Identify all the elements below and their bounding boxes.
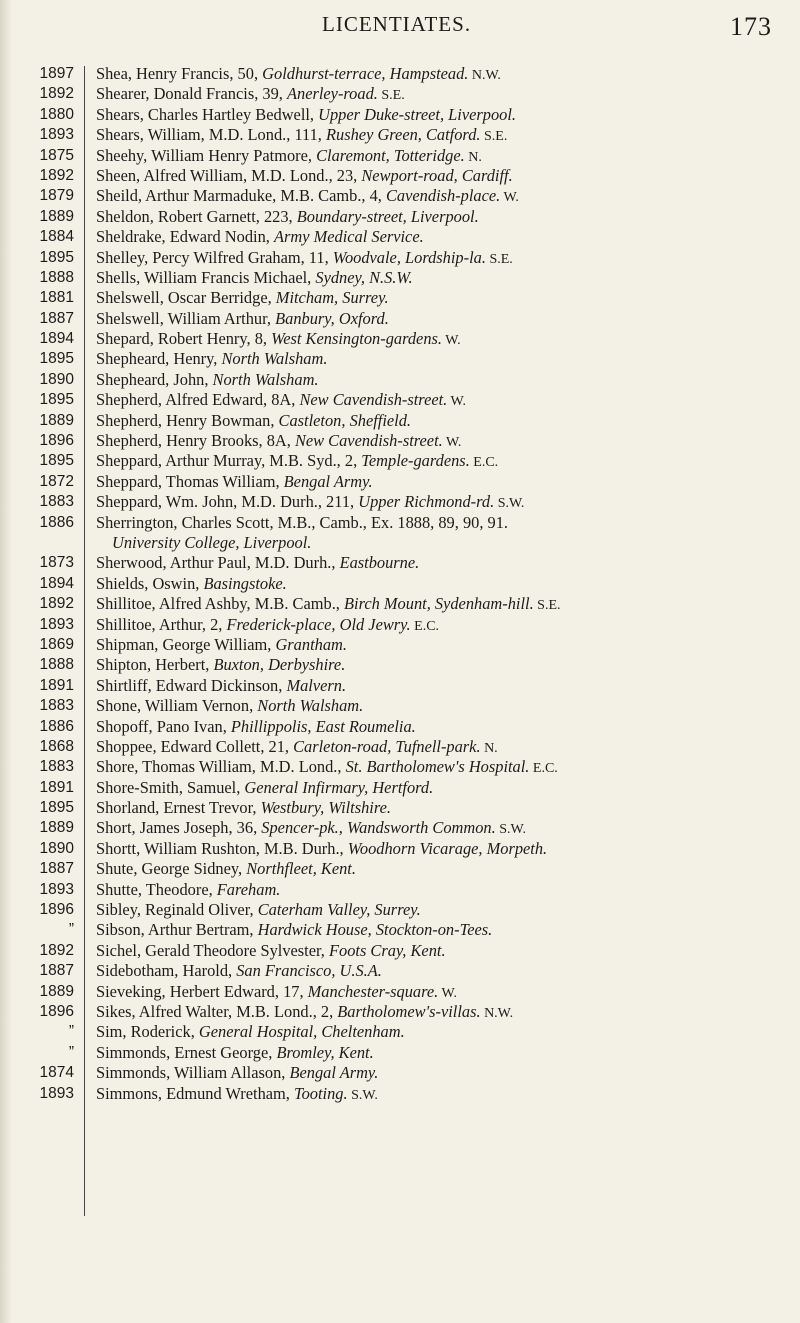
list-item <box>96 553 786 573</box>
entry-district: S.W. <box>347 1087 378 1103</box>
entry-name: Shillitoe, Alfred Ashby, M.B. Camb., <box>96 594 344 614</box>
entry-year: 1896 <box>39 432 74 450</box>
entry-address: Malvern. <box>286 675 347 695</box>
entry-name: Sherwood, Arthur Paul, M.D. Durh., <box>96 553 340 573</box>
licentiate-list <box>96 64 786 1104</box>
entry-district: N. <box>480 740 498 756</box>
entry-address: General Infirmary, Hertford. <box>244 777 434 797</box>
page-title: LICENTIATES. <box>322 12 472 36</box>
entry-name: Sheldrake, Edward Nodin, <box>96 227 274 247</box>
entry-year: 1892 <box>39 595 74 613</box>
entry-name: Sheild, Arthur Marmaduke, M.B. Camb., 4, <box>96 186 386 206</box>
entry-district: W. <box>447 394 466 410</box>
list-item <box>96 961 786 981</box>
entry-name: Shipman, George William, <box>96 634 276 654</box>
entry-address: General Hospital, Cheltenham. <box>198 1022 405 1042</box>
entry-year: 1896 <box>39 901 74 919</box>
list-item <box>96 982 786 1002</box>
entry-name: Simmonds, Ernest George, <box>96 1042 277 1062</box>
list-item <box>96 105 786 125</box>
entry-district: N.W. <box>480 1005 514 1021</box>
entry-year: 1889 <box>39 819 74 837</box>
list-item <box>96 1084 786 1104</box>
list-item <box>96 431 786 451</box>
list-item <box>96 818 786 838</box>
entry-address: Tooting. <box>294 1083 348 1103</box>
entry-address: Northfleet, Kent. <box>246 859 356 879</box>
entry-year: 1880 <box>39 105 74 123</box>
entry-year: 1893 <box>39 126 74 144</box>
entry-name: Shopoff, Pano Ivan, <box>96 716 231 736</box>
entry-name: Shepheard, Henry, <box>96 349 222 369</box>
entry-address: Hardwick House, Stockton-on-Tees. <box>257 920 493 940</box>
entry-year: 1895 <box>39 350 74 368</box>
list-item <box>96 84 786 104</box>
entry-name: Shutte, Theodore, <box>96 879 217 899</box>
entry-address: Buxton, Derbyshire. <box>213 655 346 675</box>
entry-year: 1893 <box>39 615 74 633</box>
entry-name: Sibley, Reginald Oliver, <box>96 900 258 920</box>
list-item <box>96 146 786 166</box>
entry-name: Shepherd, Henry Bowman, <box>96 410 279 430</box>
entry-address: Manchester-square. <box>307 981 439 1001</box>
list-item <box>96 920 786 940</box>
entry-year: 1892 <box>39 85 74 103</box>
list-item <box>96 390 786 410</box>
list-item <box>96 207 786 227</box>
entry-address: North Walsham. <box>221 349 328 369</box>
entry-address: Banbury, Oxford. <box>275 308 389 328</box>
entry-name: Shore, Thomas William, M.D. Lond., <box>96 757 346 777</box>
entry-address: Foots Cray, Kent. <box>329 940 446 960</box>
list-item <box>96 594 786 614</box>
list-item <box>96 451 786 471</box>
entry-district: W. <box>500 190 519 206</box>
entry-name: Shelley, Percy Wilfred Graham, 11, <box>96 247 333 267</box>
list-item <box>96 655 786 675</box>
entry-district: S.E. <box>377 88 405 104</box>
entry-address: New Cavendish-street. <box>294 431 443 451</box>
entry-district: S.E. <box>480 129 508 145</box>
entry-year: 1892 <box>39 941 74 959</box>
entry-name: Sidebotham, Harold, <box>96 961 237 981</box>
entry-year: 1875 <box>39 146 74 164</box>
list-item <box>96 1002 786 1022</box>
list-item <box>96 349 786 369</box>
entry-name: Sikes, Alfred Walter, M.B. Lond., 2, <box>96 1001 338 1021</box>
list-item <box>96 1063 786 1083</box>
entry-address: New Cavendish-street. <box>299 390 448 410</box>
entry-name: Shute, George Sidney, <box>96 859 247 879</box>
entry-name: Shields, Oswin, <box>96 573 204 593</box>
entry-address: Goldhurst-terrace, Hampstead. <box>262 64 469 83</box>
entry-address: Birch Mount, Sydenham-hill. <box>344 594 534 614</box>
entry-year-blank <box>0 533 78 553</box>
entry-name: Shearer, Donald Francis, 39, <box>96 84 287 104</box>
entry-year: 1895 <box>39 248 74 266</box>
entry-district: N. <box>464 149 482 165</box>
year-column <box>0 64 78 1104</box>
entry-address: Frederick-place, Old Jewry. <box>226 614 411 634</box>
list-item <box>96 1022 786 1042</box>
entry-address: Sydney, N.S.W. <box>315 267 413 287</box>
entry-year: 1887 <box>39 860 74 878</box>
list-item <box>96 227 786 247</box>
entry-year: 1879 <box>39 187 74 205</box>
entry-address: North Walsham. <box>212 369 319 389</box>
entry-name: Sheen, Alfred William, M.D. Lond., 23, <box>96 165 362 185</box>
entry-address: Woodvale, Lordship-la. <box>332 247 486 267</box>
entry-address: Bromley, Kent. <box>276 1042 374 1062</box>
entry-name: Shelswell, Oscar Berridge, <box>96 288 276 308</box>
entry-continuation <box>96 533 786 553</box>
entry-district: S.E. <box>485 251 513 267</box>
list-item <box>96 64 786 84</box>
entry-name: Shirtliff, Edward Dickinson, <box>96 675 287 695</box>
entry-year: 1893 <box>39 880 74 898</box>
entry-name: Sheldon, Robert Garnett, 223, <box>96 206 297 226</box>
entry-district: N.W. <box>468 68 501 83</box>
entry-year: 1868 <box>39 737 74 755</box>
entry-name: Shoppee, Edward Collett, 21, <box>96 736 294 756</box>
entry-district: S.W. <box>495 822 526 838</box>
entry-year: 1884 <box>39 228 74 246</box>
entry-name: Sheppard, Thomas William, <box>96 471 284 491</box>
entry-year: 1881 <box>39 289 74 307</box>
entry-year: 1893 <box>39 1084 74 1102</box>
entry-year: 1888 <box>39 656 74 674</box>
list-item <box>96 880 786 900</box>
entry-name: Shells, William Francis Michael, <box>96 267 316 287</box>
entry-year: 1896 <box>39 1002 74 1020</box>
entry-district: E.C. <box>529 761 558 777</box>
entry-name: Simmons, Edmund Wretham, <box>96 1083 294 1103</box>
entry-year: 1890 <box>39 370 74 388</box>
entry-year: 1895 <box>39 391 74 409</box>
entry-address: Anerley-road. <box>286 84 378 104</box>
entry-address: West Kensington-gardens. <box>271 329 442 349</box>
entry-name: Shelswell, William Arthur, <box>96 308 276 328</box>
entry-address: Temple-gardens. <box>361 451 470 471</box>
entry-year: 1895 <box>39 452 74 470</box>
list-item <box>96 411 786 431</box>
entry-year: 1891 <box>39 676 74 694</box>
list-item <box>96 574 786 594</box>
entry-address: Mitcham, Surrey. <box>275 288 389 308</box>
entry-year: 1892 <box>39 166 74 184</box>
entry-year: 1886 <box>39 513 74 531</box>
list-item <box>96 696 786 716</box>
list-item <box>96 125 786 145</box>
entry-year: 1874 <box>39 1064 74 1082</box>
entry-name: Shears, Charles Hartley Bedwell, <box>96 104 319 124</box>
list-item <box>96 615 786 635</box>
entry-district: S.E. <box>533 598 561 614</box>
entry-address: Fareham. <box>216 879 281 899</box>
entry-year: 1891 <box>39 778 74 796</box>
entry-address: Eastbourne. <box>339 553 420 573</box>
entry-address: Bartholomew's-villas. <box>337 1001 481 1021</box>
entry-year: ” <box>68 921 74 939</box>
entry-year: 1887 <box>39 962 74 980</box>
entry-year: 1872 <box>39 472 74 490</box>
entry-year: 1894 <box>39 574 74 592</box>
entry-name: Shore-Smith, Samuel, <box>96 777 245 797</box>
list-item <box>96 757 786 777</box>
entry-address: St. Bartholomew's Hospital. <box>345 757 530 777</box>
entry-name: Sheppard, Wm. John, M.D. Durh., 211, <box>96 492 359 512</box>
entry-year: 1886 <box>39 717 74 735</box>
entry-address: Grantham. <box>275 634 347 654</box>
entry-name: Shea, Henry Francis, 50, <box>96 64 263 83</box>
entry-name: Sibson, Arthur Bertram, <box>96 920 258 940</box>
entry-name: Simmonds, William Allason, <box>96 1063 290 1083</box>
list-item <box>96 166 786 186</box>
entry-address: Bengal Army. <box>289 1063 379 1083</box>
entry-year: 1888 <box>39 268 74 286</box>
entry-address: Spencer-pk., Wandsworth Common. <box>261 818 496 838</box>
entry-year: ” <box>68 1043 74 1061</box>
entry-address: North Walsham. <box>257 696 364 716</box>
entry-address: Woodhorn Vicarage, Morpeth. <box>347 838 548 858</box>
entry-address: Bengal Army. <box>283 471 373 491</box>
entry-address: Carleton-road, Tufnell-park. <box>293 736 481 756</box>
entry-year: 1873 <box>39 554 74 572</box>
list-item <box>96 737 786 757</box>
list-item <box>96 513 786 533</box>
entry-year: 1889 <box>39 982 74 1000</box>
entry-address: Claremont, Totteridge. <box>316 145 465 165</box>
list-item <box>96 370 786 390</box>
list-item <box>96 839 786 859</box>
list-item <box>96 1043 786 1063</box>
list-item <box>96 268 786 288</box>
entry-name: Shorland, Ernest Trevor, <box>96 798 261 818</box>
entry-address: Upper Duke-street, Liverpool. <box>318 104 516 124</box>
list-item <box>96 859 786 879</box>
entry-name: Shortt, William Rushton, M.B. Durh., <box>96 838 348 858</box>
entry-name: Shepherd, Henry Brooks, 8A, <box>96 431 295 451</box>
entry-year: 1889 <box>39 411 74 429</box>
entry-year: 1887 <box>39 309 74 327</box>
entry-address: Cavendish-place. <box>386 186 501 206</box>
entry-name: Sherrington, Charles Scott, M.B., Camb., Ex. 1888, 89, 90, 91. <box>96 512 509 532</box>
list-item <box>96 248 786 268</box>
entry-year: 1897 <box>39 65 74 82</box>
list-item <box>96 472 786 492</box>
entry-year: 1889 <box>39 207 74 225</box>
list-item <box>96 798 786 818</box>
entry-district: S.W. <box>494 496 525 512</box>
entry-address: San Francisco, U.S.A. <box>236 961 382 981</box>
entry-name: Sieveking, Herbert Edward, 17, <box>96 981 308 1001</box>
entry-year: 1883 <box>39 758 74 776</box>
entry-address: University College, Liverpool. <box>112 532 312 552</box>
page-number: 173 <box>730 12 772 41</box>
entry-address: Castleton, Sheffield. <box>278 410 412 430</box>
entry-address: Newport-road, Cardiff. <box>361 165 513 185</box>
list-item <box>96 288 786 308</box>
entry-name: Shipton, Herbert, <box>96 655 214 675</box>
entry-district: E.C. <box>410 618 440 634</box>
entry-address: Boundary-street, Liverpool. <box>296 206 479 226</box>
entry-name: Sheehy, William Henry Patmore, <box>96 145 317 165</box>
entry-address: Caterham Valley, Surrey. <box>257 900 421 920</box>
entry-year: 1869 <box>39 635 74 653</box>
entry-year: 1883 <box>39 493 74 511</box>
entry-year: 1894 <box>39 330 74 348</box>
entry-address: Phillippolis, East Roumelia. <box>230 716 416 736</box>
list-item <box>96 329 786 349</box>
entry-year: 1895 <box>39 799 74 817</box>
entry-name: Shears, William, M.D. Lond., 111, <box>96 125 327 145</box>
list-item <box>96 635 786 655</box>
entry-address: Army Medical Service. <box>273 227 424 247</box>
entry-name: Shillitoe, Arthur, 2, <box>96 614 227 634</box>
entry-name: Sichel, Gerald Theodore Sylvester, <box>96 940 329 960</box>
entry-address: Rushey Green, Catford. <box>326 125 481 145</box>
list-item <box>96 492 786 512</box>
entry-year: 1890 <box>39 839 74 857</box>
entry-year: ” <box>68 1023 74 1041</box>
entry-address: Westbury, Wiltshire. <box>260 798 391 818</box>
list-item <box>96 676 786 696</box>
entry-district: E.C. <box>469 455 499 471</box>
entry-name: Sheppard, Arthur Murray, M.B. Syd., 2, <box>96 451 362 471</box>
list-item <box>96 778 786 798</box>
entry-name: Shone, William Vernon, <box>96 696 258 716</box>
entry-year: 1883 <box>39 697 74 715</box>
entry-name: Shepard, Robert Henry, 8, <box>96 329 272 349</box>
entry-district: W. <box>438 985 457 1001</box>
column-rule <box>84 66 85 1216</box>
list-item <box>96 900 786 920</box>
entry-name: Shepherd, Alfred Edward, 8A, <box>96 390 300 410</box>
entry-address: Upper Richmond-rd. <box>358 492 495 512</box>
list-item <box>96 186 786 206</box>
list-item <box>96 717 786 737</box>
entry-name: Shepheard, John, <box>96 369 213 389</box>
entry-district: W. <box>442 333 461 349</box>
list-item <box>96 309 786 329</box>
entry-name: Sim, Roderick, <box>96 1022 199 1042</box>
entry-name: Short, James Joseph, 36, <box>96 818 262 838</box>
list-item <box>96 941 786 961</box>
entry-district: W. <box>442 435 462 451</box>
entry-address: Basingstoke. <box>203 573 287 593</box>
